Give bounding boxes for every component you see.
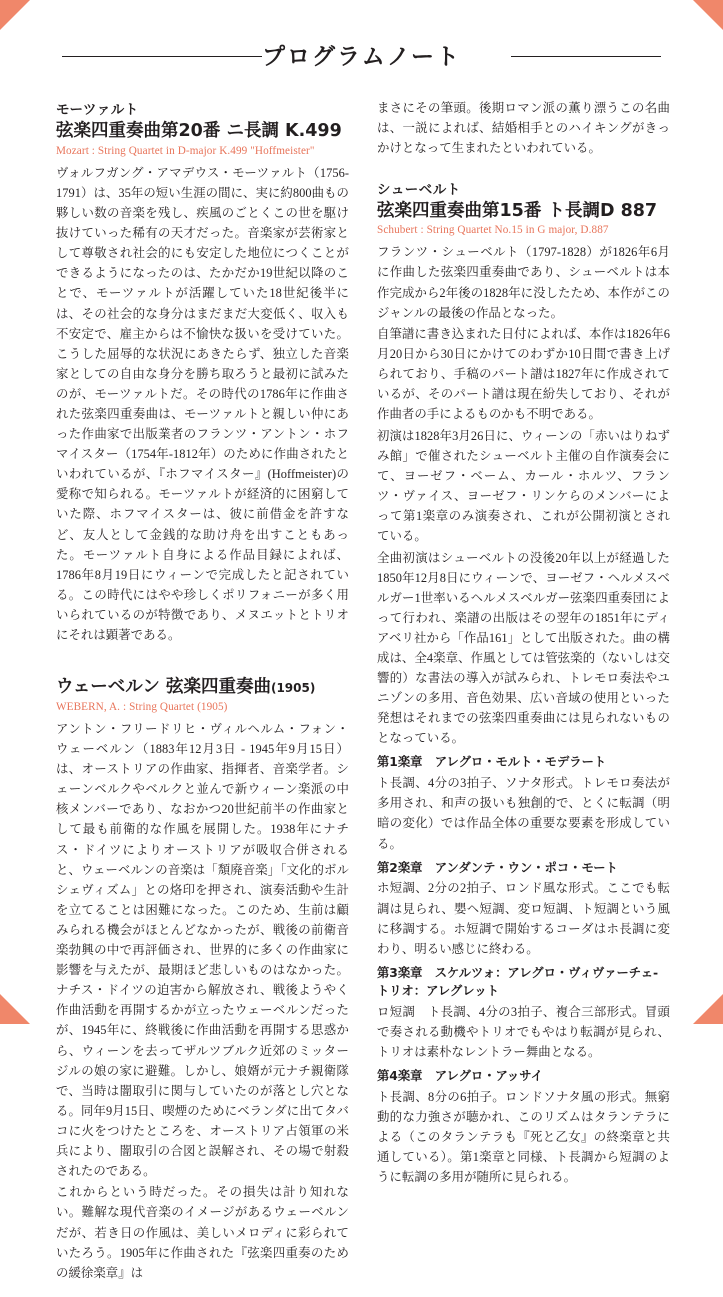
right-column	[377, 98, 670, 1297]
section-spacer	[56, 659, 349, 677]
movement-text: ロ短調 ト長調、4分の3拍子、複合三部形式。冒頭で奏される動機やトリオでもやはり転調が見られ、トリオは素朴なレントラー舞曲となる。	[377, 1004, 670, 1059]
work-subtitle: Schubert : String Quartet No.15 in G major, D.887	[377, 224, 609, 237]
work-year: (1905)	[270, 681, 316, 696]
corner-decoration-top-right	[693, 0, 723, 30]
body-paragraph: アントン・フリードリヒ・ヴィルヘルム・フォン・ウェーベルン（1883年12月3日 - 1945年9月15日）は、オーストリアの作曲家、指揮者、音楽学者。シェーンベルクやベルクと並んで新ウィーン楽派の中核メンバーであり、なおかつ20世紀前半の作曲家として最も前衛的な作風を展開した。1938年にナチス・ドイツによりオーストリアが吸収合併されると、ウェーベルンの音楽は「頽廃音楽」「文化的ボルシェヴィズム」との烙印を押され、演奏活動や生計を立てることは困難になった。このため、生前は顧みられる機会がほとんどなかったが、戦後の前衛音楽勃興の中で再評価され、世界的に多くの作曲家に影響を与えたが、最期ほど悲しいものはなかった。ナチス・ドイツの迫害から解放され、戦後ようやく作曲活動を再開するかが立ったウェーベルンだったが、1945年に、終戦後に作曲活動を再開する思惑から、ウィーンを去ってザルツブルク近郊のミッタージルの娘の家に避難。しかし、娘婿が元ナチ親衛隊で、当時は闇取引に関与していたのが落とし穴となる。同年9月15日、喫煙のためにベランダに出てタバコに火をつけたところを、オーストリア占領軍の米兵により、闇取引の合図と誤解され、その場で射殺されたのである。	[56, 722, 349, 1179]
movement-heading: 第2楽章 アンダンテ・ウン・ポコ・モート	[377, 860, 618, 875]
section-mozart	[56, 98, 349, 645]
left-column	[56, 98, 349, 1297]
page-title: プログラムノート	[261, 44, 462, 70]
page-header	[0, 38, 723, 71]
movement-heading: 第3楽章 スケルツォ：アレグロ・ヴィヴァーチェ- トリオ：アレグレット	[377, 965, 659, 998]
section-spacer	[377, 160, 670, 178]
corner-decoration-bottom-right	[693, 994, 723, 1024]
work-subtitle: WEBERN, A. : String Quartet (1905)	[56, 701, 228, 713]
movement-text: ホ短調、2分の2拍子、ロンド風な形式。ここでも転調は見られ、嬰ヘ短調、変ロ短調、ト短調という風に移調する。ホ短調で開始するコーダはホ長調に変わり、明るい感じに終わる。	[377, 881, 670, 956]
work-title: 弦楽四重奏曲第15番 ト長調D 887	[377, 200, 658, 221]
content-columns	[56, 98, 670, 1297]
movement-text: ト長調、4分の3拍子、ソナタ形式。トレモロ奏法が多用され、和声の扱いも独創的で、とくに転調（明暗の変化）では作品全体の重要な要素を形成している。	[377, 776, 670, 851]
section-schubert	[377, 178, 670, 1188]
work-title: 弦楽四重奏曲第20番 ニ長調 K.499	[56, 121, 342, 141]
work-title	[56, 677, 349, 699]
body-paragraph: ヴォルフガング・アマデウス・モーツァルト（1756-1791）は、35年の短い生涯の間に、実に約800曲もの夥しい数の音楽を残し、疾風のごとくこの世を駆け抜けていった稀有の天才だった。音楽家が芸術家として尊敬され社会的にも安定した地位につくことができるようになったのは、たかだか19世紀以降のことで、モーツァルトが活躍していた18世紀後半には、その社会的な身分はまだまだ大変低く、収入も不安定で、雇主からは不愉快な扱いを受けていた。こうした屈辱的な状況にあきたらず、独立した音楽家としての自由な身分を勝ち取ろうと最初に試みたのが、モーツァルトだ。その時代の1786年に作曲された弦楽四重奏曲は、モーツァルトと親しい仲にあった作曲家で出版業者のフランツ・アントン・ホフマイスター（1754年-1812年）のために作曲されたといわれているが、『ホフマイスター』(Hoffmeister)の愛称で知られる。モーツァルトが経済的に困窮していた際、ホフマイスターは、彼に前借金を許すなど、友人として金銭的な助け舟を出すこともあった。モーツァルト自身による作品目録によれば、1786年8月19日にウィーンで完成したと記されている。この時代にはやや珍しくポリフォニーが多く用いられているのが特徴であり、メヌエットとトリオにそれは顕著である。	[56, 165, 349, 643]
composer-name: ウェーベルン 弦楽四重奏曲	[56, 677, 271, 698]
body-paragraph: これからという時だった。その損失は計り知れない。難解な現代音楽のイメージがあるウェーベルンだが、若き日の作風は、美しいメロディに彩られていたろう。1905年に作曲された『弦楽四重奏のための緩徐楽章』は	[56, 1185, 349, 1280]
body-paragraph: フランツ・シューベルト（1797-1828）が1826年6月に作曲した弦楽四重奏曲であり、シューベルトは本作完成から2年後の1828年に没したため、本作がこのジャンルの最後の作品となった。	[377, 245, 670, 320]
work-subtitle: Mozart : String Quartet in D-major K.499 "Hoffmeister"	[56, 144, 315, 157]
movement-heading: 第4楽章 アレグロ・アッサイ	[377, 1068, 543, 1083]
body-paragraph: 自筆譜に書き込まれた日付によれば、本作は1826年6月20日から30日にかけてのわずか10日間で書き上げられており、手稿のパート譜は1827年に作成されているが、そのパート譜は現在紛失しており、それが作曲者の手によるものかも不明である。	[377, 327, 670, 422]
corner-decoration-top-left	[0, 0, 30, 30]
body-paragraph: 全曲初演はシューベルトの没後20年以上が経過した1850年12月8日にウィーンで、ヨーゼフ・ヘルメスベルガー1世率いるヘルメスベルガー弦楽四重奏団によって行われ、楽譜の出版はその翌年の1851年にディアベリ社から「作品161」として出版された。曲の構成は、全4楽章、作風としては管弦楽的（ないしは交響的）な書法の導入が試みられ、トレモロ奏法やユニゾンの多用、音色効果、広い音域の使用といった発想はそれまでの弦楽四重奏曲には見られないものとなっている。	[377, 550, 670, 746]
corner-decoration-bottom-left	[0, 994, 30, 1024]
movement-text: ト長調、8分の6拍子。ロンドソナタ風の形式。無窮動的な力強さが聴かれ、このリズムはタランテラによる（このタランテラも『死と乙女』の終楽章と共通している）。第1楽章と同様、ト長調から短調のように転調の多用が随所に見られる。	[377, 1089, 670, 1184]
lead-paragraph: まさにその筆頭。後期ロマン派の薫り漂うこの名曲は、一説によれば、結婚相手とのハイキングがきっかけとなって生まれたといわれている。	[377, 101, 670, 156]
body-paragraph: 初演は1828年3月26日に、ウィーンの「赤いはりねずみ館」で催されたシューベルト主催の自作演奏会にて、ヨーゼフ・ベーム、カール・ホルツ、フランツ・ヴァイス、ヨーゼフ・リンケらのメンバーによって第1楽章のみ演奏され、これが公開初演とされている。	[377, 428, 670, 544]
section-webern	[56, 677, 349, 1283]
composer-name: モーツァルト	[56, 102, 139, 118]
composer-name: シューベルト	[377, 181, 461, 198]
movement-heading: 第1楽章 アレグロ・モルト・モデラート	[377, 755, 607, 770]
